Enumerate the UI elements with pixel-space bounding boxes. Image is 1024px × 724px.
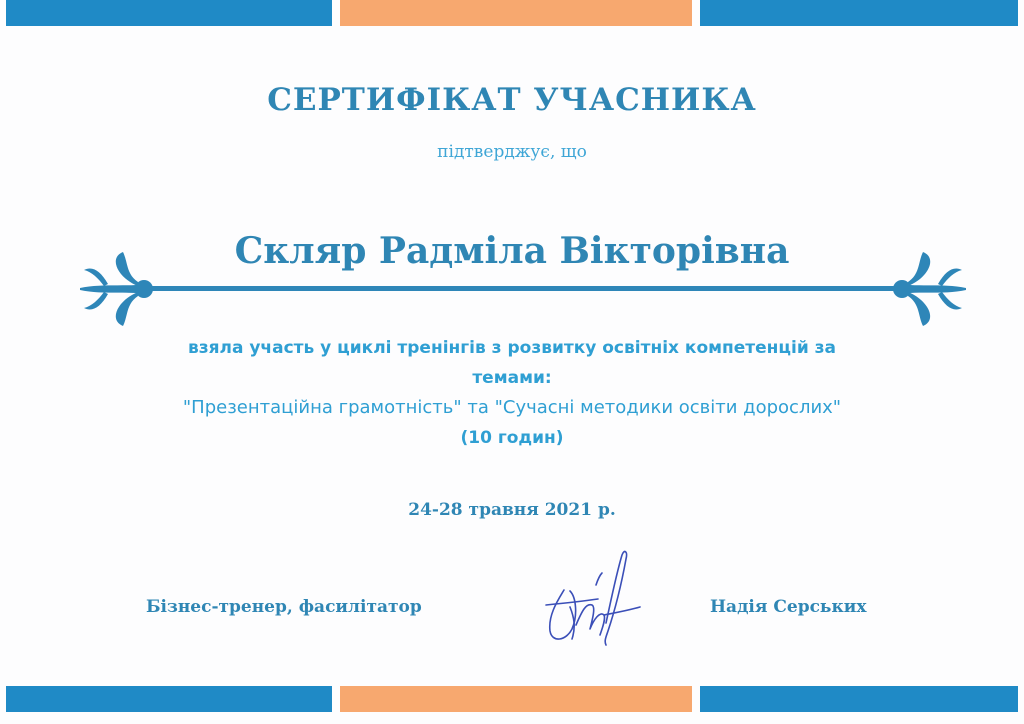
topics-line: "Презентаційна грамотність" та "Сучасні методики освіти дорослих" [182, 397, 842, 418]
bottom-stripe-right [700, 686, 1018, 712]
signer-role: Бізнес-тренер, фасилітатор [146, 597, 422, 617]
body-line-2: темами: [472, 368, 552, 388]
top-stripe-center [340, 0, 692, 26]
bottom-stripe-center [340, 686, 692, 712]
signer-name: Надія Серських [710, 597, 867, 617]
body-line-1: взяла участь у циклі тренінгів з розвитку освітніх компетенцій за [187, 338, 837, 358]
top-stripe-right [700, 0, 1018, 26]
bottom-stripe-left [6, 686, 332, 712]
hours-line: (10 годин) [460, 428, 564, 448]
certificate-subtitle: підтверджує, що [437, 142, 587, 162]
top-stripe-left [6, 0, 332, 26]
certificate-title: СЕРТИФІКАТ УЧАСНИКА [267, 82, 757, 118]
handwritten-signature [536, 545, 646, 650]
certificate-date: 24-28 травня 2021 р. [408, 500, 616, 520]
recipient-name: Скляр Радміла Вікторівна [234, 230, 790, 272]
certificate-body [120, 333, 904, 453]
